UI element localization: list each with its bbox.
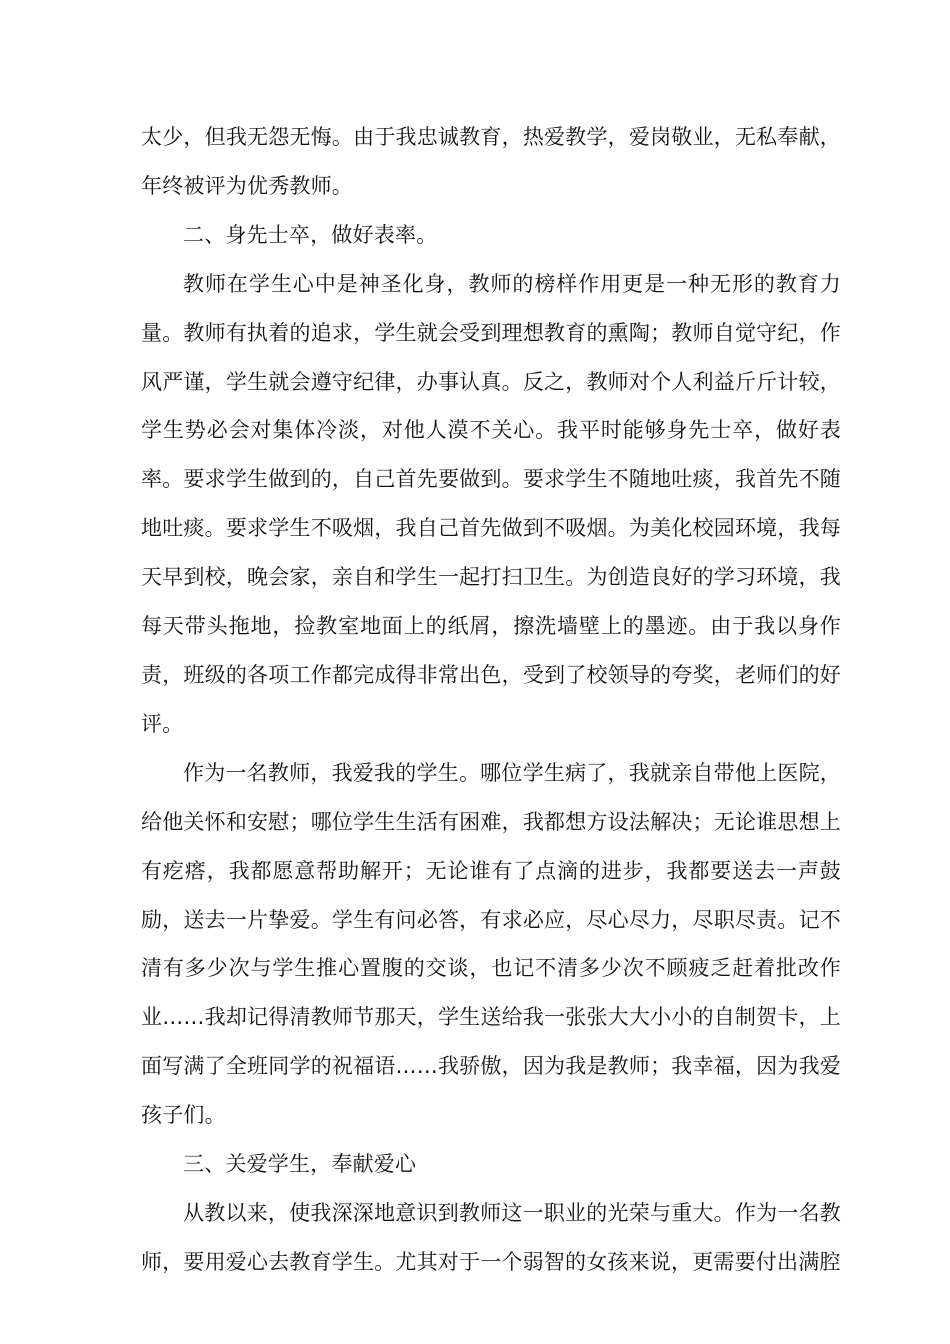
paragraph-continuation: 太少，但我无怨无悔。由于我忠诚教育，热爱教学，爱岗敬业，无私奉献，年终被评为优秀教师。 (141, 125, 841, 198)
section-heading-3: 三、关爱学生，奉献爱心 (183, 1152, 417, 1177)
paragraph-role-model: 教师在学生心中是神圣化身，教师的榜样作用更是一种无形的教育力量。教师有执着的追求，学生就会受到理想教育的熏陶；教师自觉守纪，作风严谨，学生就会遵守纪律，办事认真。反之，教师对个人利益斤斤计较，学生势必会对集体冷淡，对他人漠不关心。我平时能够身先士卒，做好表率。要求学生做到的，自己首先要做到。要求学生不随地吐痰，我首先不随地吐痰。要求学生不吸烟，我自己首先做到不吸烟。为美化校园环境，我每天早到校，晚会家，亲自和学生一起打扫卫生。为创造良好的学习环境，我每天带头拖地，捡教室地面上的纸屑，擦洗墙壁上的墨迹。由于我以身作责，班级的各项工作都完成得非常出色，受到了校领导的夸奖，老师们的好评。 (141, 271, 841, 736)
paragraph-love-students: 作为一名教师，我爱我的学生。哪位学生病了，我就亲自带他上医院，给他关怀和安慰；哪位学生生活有困难，我都想方设法解决；无论谁思想上有疙瘩，我都愿意帮助解开；无论谁有了点滴的进步，我都要送去一声鼓励，送去一片挚爱。学生有问必答，有求必应，尽心尽力，尽职尽责。记不清有多少次与学生推心置腹的交谈，也记不清多少次不顾疲乏赶着批改作业……我却记得清教师节那天，学生送给我一张张大大小小的自制贺卡，上面写满了全班同学的祝福语……我骄傲，因为我是教师；我幸福，因为我爱孩子们。 (141, 760, 841, 1128)
paragraph-since-teaching: 从教以来，使我深深地意识到教师这一职业的光荣与重大。作为一名教师，要用爱心去教育学生。尤其对于一个弱智的女孩来说，更需要付出满腔 (141, 1200, 841, 1274)
section-heading-2: 二、身先士卒，做好表率。 (183, 222, 438, 247)
document-page (141, 113, 841, 1287)
